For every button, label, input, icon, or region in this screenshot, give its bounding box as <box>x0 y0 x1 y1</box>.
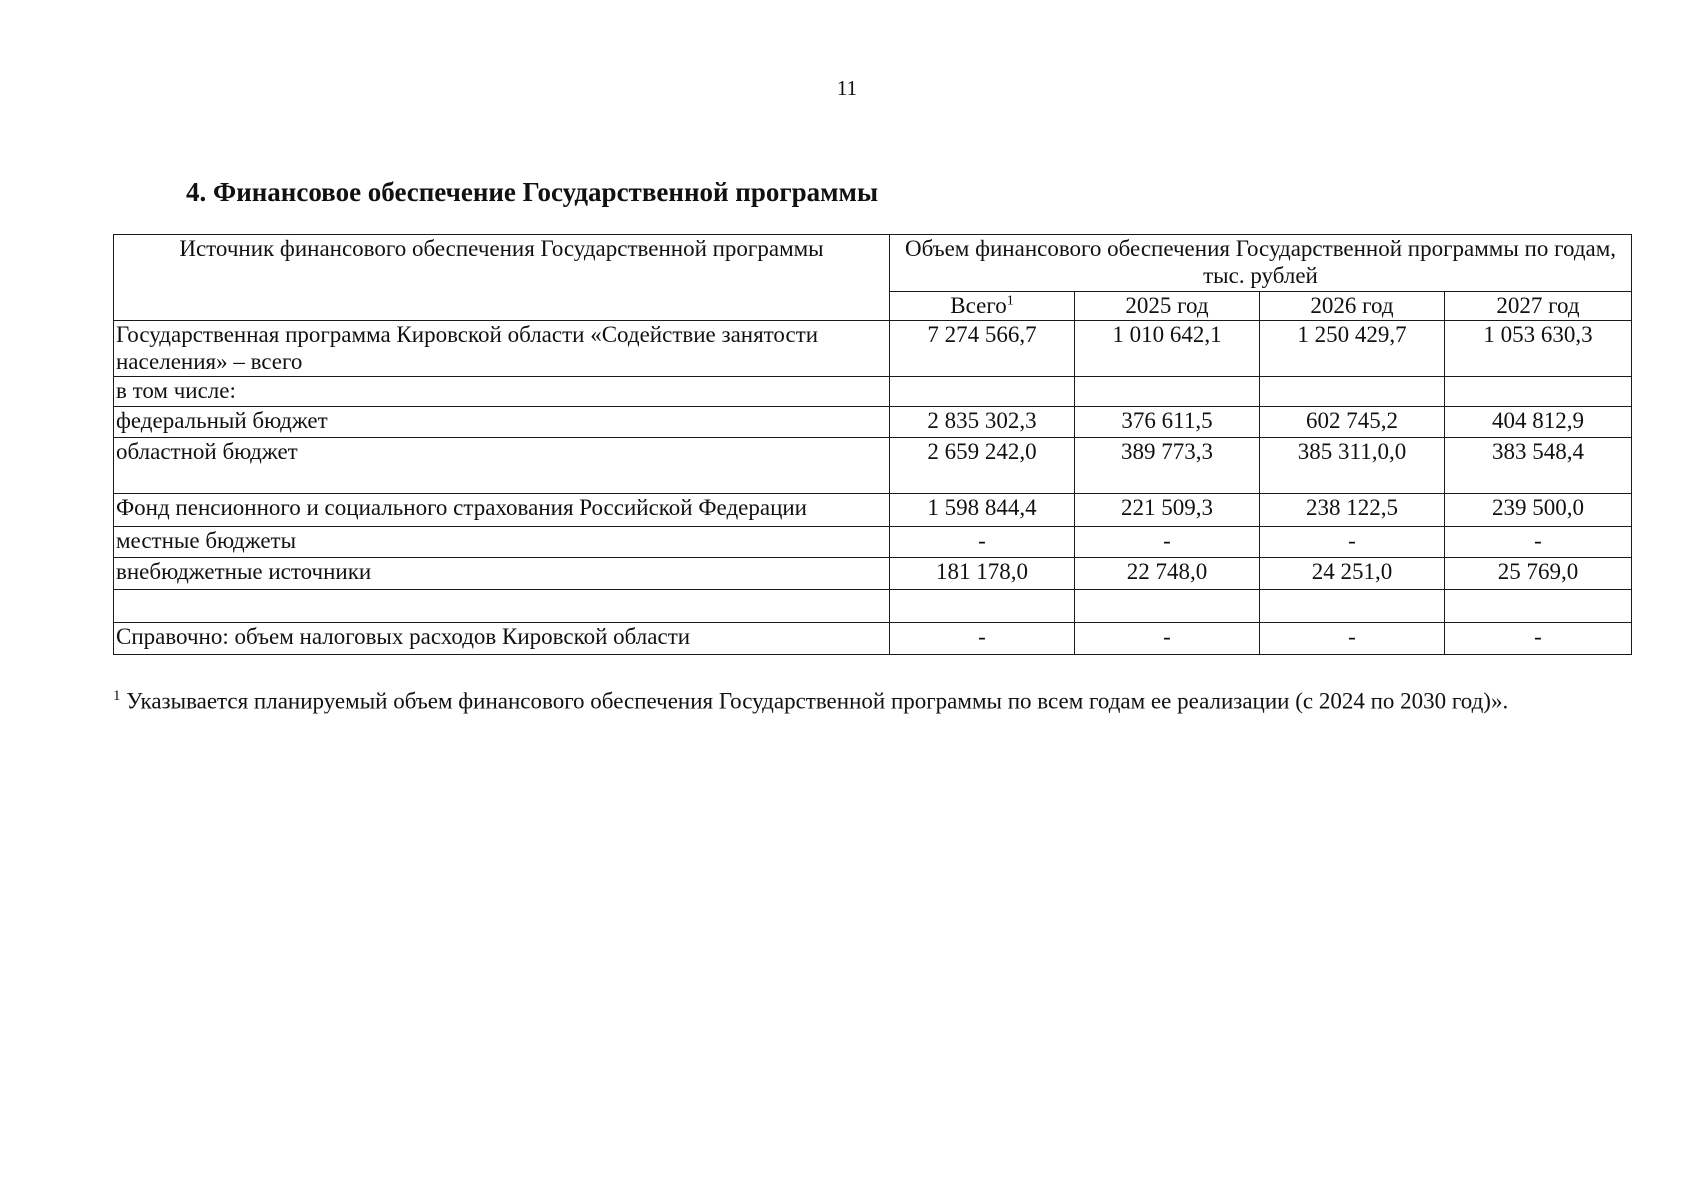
year-2027-value: 404 812,9 <box>1445 407 1632 438</box>
source-column-header: Источник финансового обеспечения Государственной программы <box>114 235 890 321</box>
row-label: федеральный бюджет <box>114 407 890 438</box>
year-2026-value: 1 250 429,7 <box>1260 321 1445 377</box>
table-row-program-total <box>114 321 1632 377</box>
footnote-mark: 1 <box>1006 293 1014 309</box>
page-number: 11 <box>836 76 858 100</box>
year-2026-value: - <box>1260 527 1445 558</box>
year-2025-value: 221 509,3 <box>1075 494 1260 527</box>
year-2027-value <box>1445 590 1632 623</box>
table-row-federal-budget <box>114 407 1632 438</box>
year-2027-value <box>1445 377 1632 407</box>
total-column-header <box>890 292 1075 321</box>
year-2027-value: - <box>1445 623 1632 655</box>
row-label: в том числе: <box>114 377 890 407</box>
year-2025-value: 389 773,3 <box>1075 438 1260 494</box>
total-value: 181 178,0 <box>890 558 1075 590</box>
total-value: 2 659 242,0 <box>890 438 1075 494</box>
footnote <box>113 682 1653 716</box>
section-title: 4. Финансовое обеспечение Государственной программы <box>186 177 879 207</box>
year-2026-value: 238 122,5 <box>1260 494 1445 527</box>
row-label <box>114 590 890 623</box>
year-2025-value: 376 611,5 <box>1075 407 1260 438</box>
footnote-number: 1 <box>113 688 121 704</box>
table-row-tax-expenditures <box>114 623 1632 655</box>
row-label: местные бюджеты <box>114 527 890 558</box>
year-2026-value: - <box>1260 623 1445 655</box>
year-2027-value: 383 548,4 <box>1445 438 1632 494</box>
table-row-extra-budgetary <box>114 558 1632 590</box>
total-value: 2 835 302,3 <box>890 407 1075 438</box>
row-label: Фонд пенсионного и социального страхования Российской Федерации <box>114 494 890 527</box>
year-2025-header: 2025 год <box>1075 292 1260 321</box>
table-row-local-budgets <box>114 527 1632 558</box>
financing-table <box>113 234 1632 655</box>
table-row-regional-budget <box>114 438 1632 494</box>
total-value <box>890 590 1075 623</box>
year-2025-value <box>1075 377 1260 407</box>
volume-column-header: Объем финансового обеспечения Государственной программы по годам, тыс. рублей <box>890 235 1632 292</box>
year-2026-header: 2026 год <box>1260 292 1445 321</box>
total-value: 1 598 844,4 <box>890 494 1075 527</box>
year-2025-value: 22 748,0 <box>1075 558 1260 590</box>
total-value: 7 274 566,7 <box>890 321 1075 377</box>
table-row-pension-fund <box>114 494 1632 527</box>
footnote-text: Указывается планируемый объем финансового обеспечения Государственной программы по всем годам ее реализации (с 2024 по 2030 год)». <box>126 688 1509 714</box>
total-column-label: Всего <box>950 293 1007 318</box>
table-row-including <box>114 377 1632 407</box>
row-label: областной бюджет <box>114 438 890 494</box>
year-2026-value: 602 745,2 <box>1260 407 1445 438</box>
total-value <box>890 377 1075 407</box>
year-2025-value: 1 010 642,1 <box>1075 321 1260 377</box>
year-2026-value <box>1260 377 1445 407</box>
year-2026-value <box>1260 590 1445 623</box>
total-value: - <box>890 623 1075 655</box>
row-label: Справочно: объем налоговых расходов Кировской области <box>114 623 890 655</box>
year-2027-value: - <box>1445 527 1632 558</box>
total-value: - <box>890 527 1075 558</box>
year-2027-value: 239 500,0 <box>1445 494 1632 527</box>
year-2027-value: 1 053 630,3 <box>1445 321 1632 377</box>
year-2025-value: - <box>1075 527 1260 558</box>
year-2026-value: 24 251,0 <box>1260 558 1445 590</box>
year-2027-value: 25 769,0 <box>1445 558 1632 590</box>
table-row-empty <box>114 590 1632 623</box>
year-2025-value <box>1075 590 1260 623</box>
year-2026-value: 385 311,0,0 <box>1260 438 1445 494</box>
row-label: внебюджетные источники <box>114 558 890 590</box>
year-2025-value: - <box>1075 623 1260 655</box>
year-2027-header: 2027 год <box>1445 292 1632 321</box>
row-label: Государственная программа Кировской области «Содействие занятости населения» – всего <box>114 321 890 377</box>
